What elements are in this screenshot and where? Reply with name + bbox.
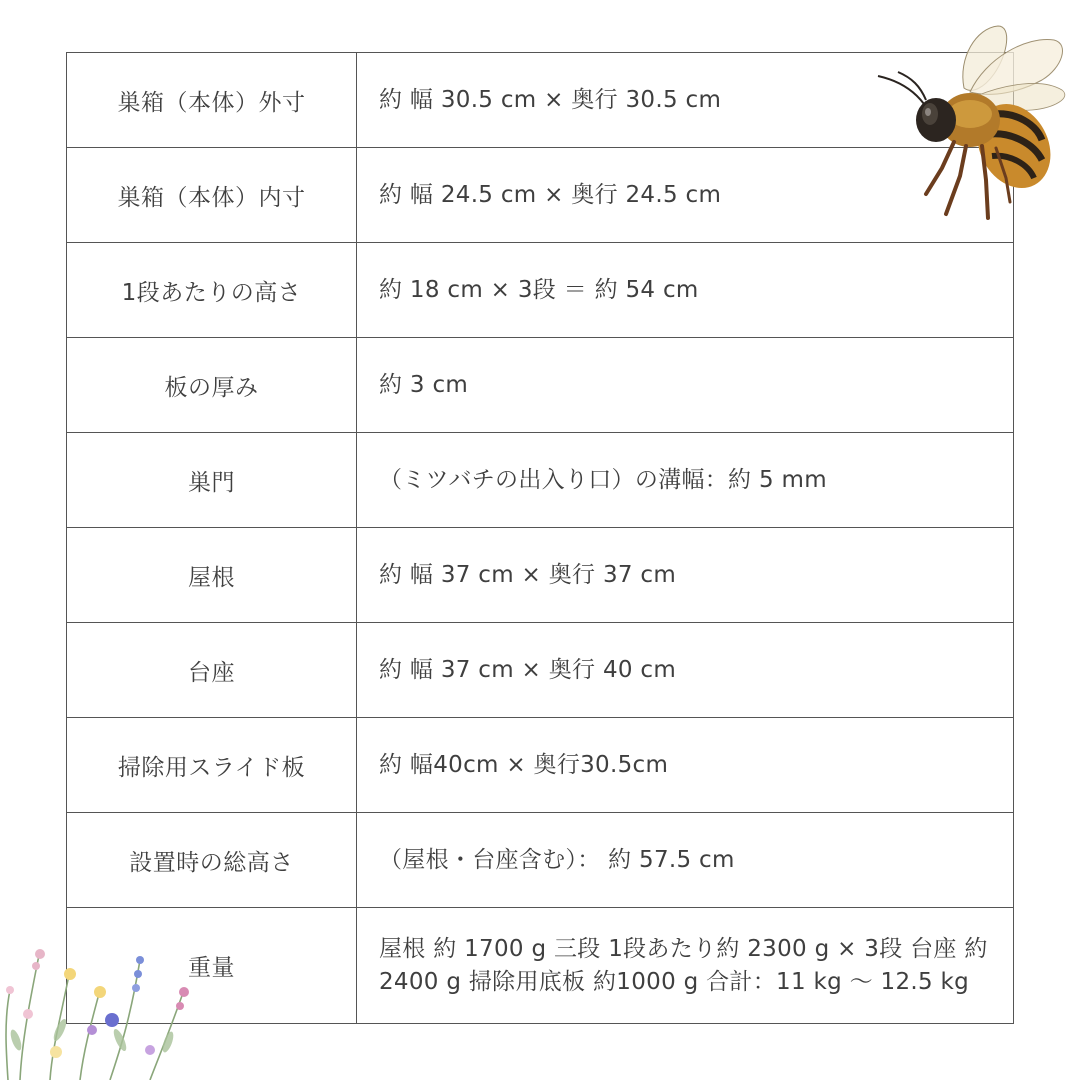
table-row — [67, 243, 1014, 338]
row-label: 板の厚み — [67, 338, 357, 433]
table-row — [67, 528, 1014, 623]
row-value: （ミツバチの出入り口）の溝幅：約 5 mm — [357, 433, 1014, 528]
row-label: 台座 — [67, 623, 357, 718]
row-value: （屋根・台座含む）： 約 57.5 cm — [357, 813, 1014, 908]
row-value: 約 幅 30.5 cm × 奥行 30.5 cm — [357, 53, 1014, 148]
row-label: 巣箱（本体）内寸 — [67, 148, 357, 243]
row-label: 巣箱（本体）外寸 — [67, 53, 357, 148]
row-label: 1段あたりの高さ — [67, 243, 357, 338]
bee-illustration — [866, 18, 1080, 228]
row-value: 約 幅 24.5 cm × 奥行 24.5 cm — [357, 148, 1014, 243]
row-label: 設置時の総高さ — [67, 813, 357, 908]
row-label: 重量 — [67, 908, 357, 1024]
table-row — [67, 908, 1014, 1024]
table-row — [67, 718, 1014, 813]
row-value: 約 3 cm — [357, 338, 1014, 433]
row-value: 屋根 約 1700 g 三段 1段あたり約 2300 g × 3段 台座 約 2400 g 掃除用底板 約1000 g 合計：11 kg ～ 12.5 kg — [357, 908, 1014, 1024]
table-row — [67, 623, 1014, 718]
row-value: 約 幅 37 cm × 奥行 37 cm — [357, 528, 1014, 623]
row-value: 約 幅 37 cm × 奥行 40 cm — [357, 623, 1014, 718]
table-row — [67, 338, 1014, 433]
table-row — [67, 813, 1014, 908]
row-label: 屋根 — [67, 528, 357, 623]
row-value: 約 幅40cm × 奥行30.5cm — [357, 718, 1014, 813]
row-value: 約 18 cm × 3段 ＝ 約 54 cm — [357, 243, 1014, 338]
row-label: 掃除用スライド板 — [67, 718, 357, 813]
row-label: 巣門 — [67, 433, 357, 528]
wildflower-illustration — [0, 930, 200, 1080]
table-row — [67, 433, 1014, 528]
